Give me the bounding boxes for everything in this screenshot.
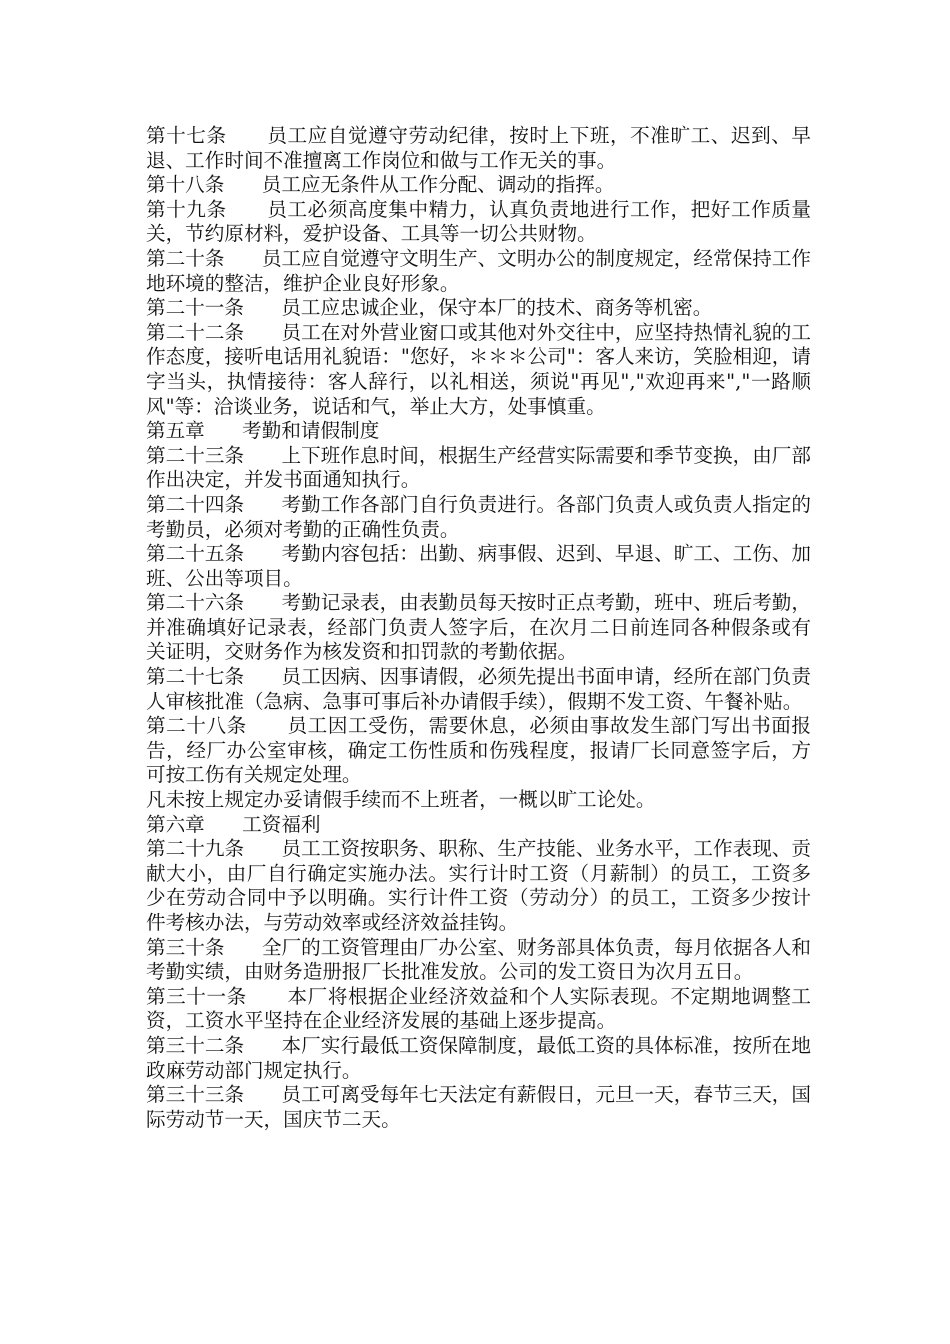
article-text: 员工应自觉遵守文明生产、文明办公的制度规定，经常保持工作地环境的整洁，维护企业良好形象。	[146, 246, 812, 295]
article-label: 第二十三条	[146, 443, 245, 467]
chapter-title: 考勤和请假制度	[242, 419, 380, 443]
article-text: 员工因工受伤，需要休息，必须由事故发生部门写出书面报告，经厂办公室审核，确定工伤性质和伤残程度，报请厂长同意签字后，方可按工伤有关规定处理。	[146, 714, 812, 787]
paragraph-article-19	[146, 198, 811, 247]
paragraph-article-31	[146, 985, 811, 1034]
article-text: 员工可离受每年七天法定有薪假日，元旦一天，春节三天，国际劳动节一天，国庆节二天。	[146, 1083, 812, 1131]
article-label: 第二十二条	[146, 320, 245, 344]
article-label: 第二十五条	[146, 542, 245, 566]
paragraph-article-30	[146, 936, 811, 985]
article-label: 第二十四条	[146, 492, 245, 516]
article-label: 第三十二条	[146, 1033, 245, 1057]
article-text: 员工在对外营业窗口或其他对外交往中，应坚持热情礼貌的工作态度，接听电话用礼貌语："您好，＊＊＊公司"：客人来访，笑脸相迎，请字当头，执情接待：客人辞行，以礼相送，须说"再见","欢迎再来","一路顺风"等：洽谈业务，说话和气，举止大方，处事慎重。	[146, 320, 812, 418]
article-text: 考勤工作各部门自行负责进行。各部门负责人或负责人指定的考勤员，必须对考勤的正确性负责。	[146, 492, 812, 541]
chapter-label: 第五章	[146, 419, 205, 443]
paragraph-article-33	[146, 1083, 811, 1132]
article-label: 第二十九条	[146, 837, 245, 861]
article-text: 上下班作息时间，根据生产经营实际需要和季节变换，由厂部作出决定，并发书面通知执行。	[146, 443, 812, 492]
chapter-heading-5	[146, 419, 811, 444]
paragraph-article-25	[146, 542, 811, 591]
chapter-label: 第六章	[146, 812, 205, 836]
article-text: 员工因病、因事请假，必须先提出书面申请，经所在部门负责人审核批准（急病、急事可事后补办请假手续），假期不发工资、午餐补贴。	[146, 665, 812, 713]
article-text: 员工应忠诚企业，保守本厂的技术、商务等机密。	[281, 296, 713, 320]
article-text: 本厂实行最低工资保障制度，最低工资的具体标准，按所在地政麻劳动部门规定执行。	[146, 1033, 812, 1082]
paragraph-article-21	[146, 296, 811, 321]
article-text: 考勤记录表，由表勤员每天按时正点考勤，班中、班后考勤，并准确填好记录表，经部门负责人签字后，在次月二日前连同各种假条或有关证明，交财务作为核发资和扣罚款的考勤依据。	[146, 591, 812, 664]
article-text: 员工必须高度集中精力，认真负责地进行工作，把好工作质量关，节约原材料，爱护设备、工具等一切公共财物。	[146, 197, 812, 246]
article-label: 第二十七条	[146, 665, 245, 689]
paragraph-article-20	[146, 247, 811, 296]
chapter-title: 工资福利	[242, 812, 321, 836]
article-text: 凡未按上规定办妥请假手续而不上班者，一概以旷工论处。	[146, 788, 656, 812]
paragraph-article-29	[146, 837, 811, 935]
article-label: 第十七条	[146, 124, 227, 147]
article-label: 第二十六条	[146, 591, 245, 615]
chapter-heading-6	[146, 813, 811, 838]
article-text: 员工工资按职务、职称、生产技能、业务水平，工作表现、贡献大小，由厂自行确定实施办法。实行计时工资（月薪制）的员工，工资多少在劳动合同中予以明确。实行计件工资（劳动分）的员工，工资多少按计件考核办法，与劳动效率或经济效益挂钩。	[146, 837, 812, 934]
article-label: 第三十条	[146, 935, 225, 959]
paragraph-article-22	[146, 321, 811, 419]
paragraph-article-28	[146, 714, 811, 788]
paragraph-article-26	[146, 591, 811, 665]
document-page	[146, 124, 811, 1132]
article-text: 员工应无条件从工作分配、调动的指挥。	[261, 173, 615, 197]
paragraph-absence-rule	[146, 788, 811, 813]
article-label: 第二十条	[146, 246, 225, 270]
paragraph-article-32	[146, 1034, 811, 1083]
article-text: 全厂的工资管理由厂办公室、财务部具体负责，每月依据各人和考勤实绩，由财务造册报厂长批准发放。公司的发工资日为次月五日。	[146, 935, 812, 984]
article-label: 第二十八条	[146, 714, 247, 738]
paragraph-article-27	[146, 665, 811, 714]
article-text: 员工应自觉遵守劳动纪律，按时上下班，不准旷工、迟到、早退、工作时间不准擅离工作岗位和做与工作无关的事。	[146, 124, 812, 172]
article-label: 第十八条	[146, 173, 225, 197]
article-label: 第十九条	[146, 197, 227, 221]
article-label: 第三十一条	[146, 984, 247, 1008]
paragraph-article-23	[146, 444, 811, 493]
paragraph-article-24	[146, 493, 811, 542]
article-label: 第二十一条	[146, 296, 244, 320]
article-text: 本厂将根据企业经济效益和个人实际表现。不定期地调整工资，工资水平坚持在企业经济发展的基础上逐步提高。	[146, 984, 812, 1033]
article-label: 第三十三条	[146, 1083, 245, 1107]
paragraph-article-17	[146, 124, 811, 173]
paragraph-article-18	[146, 173, 811, 198]
article-text: 考勤内容包括：出勤、病事假、迟到、早退、旷工、工伤、加班、公出等项目。	[146, 542, 812, 590]
